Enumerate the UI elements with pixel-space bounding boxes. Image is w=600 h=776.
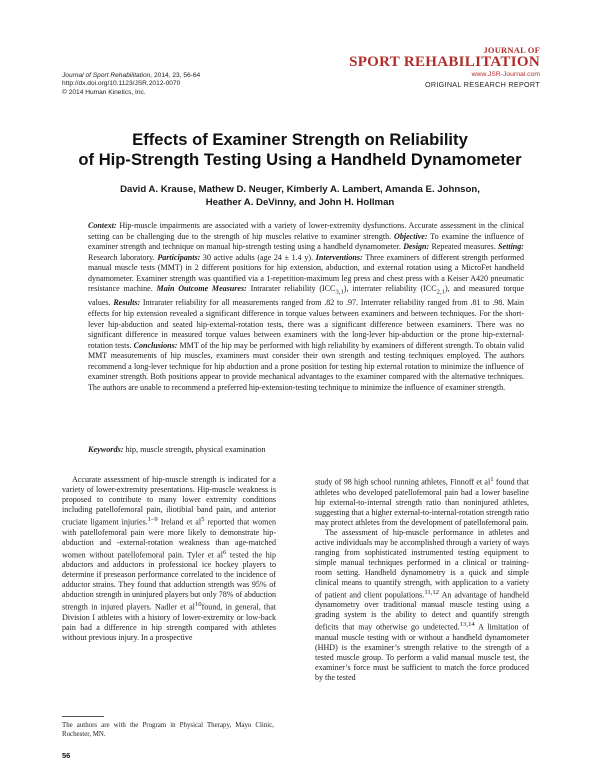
abstract-text xyxy=(88,221,524,393)
title-line-2: of Hip-Strength Testing Using a Handheld Dynamometer xyxy=(78,150,522,169)
copyright-notice: © 2014 Human Kinetics, Inc. xyxy=(62,88,146,96)
authors-line-2: Heather A. DeVinny, and John H. Hollman xyxy=(205,197,395,208)
body-text: Accurate assessment of hip-muscle strength is indicated for a variety of lower-extremity presentations. Hip-muscle weakness is proposed to contribute to many lower extremity conditions including patellofemoral pain, iliotibial band pain, and anterior cruciate ligament injuries. xyxy=(62,475,276,527)
citation-ref: 10 xyxy=(194,601,202,609)
abstract-label-outcome: Main Outcome Measures: xyxy=(156,284,247,294)
abstract-outcome-a: Intrarater reliability (ICC xyxy=(246,284,336,294)
journal-name: Journal of Sport Rehabilitation, xyxy=(62,72,153,79)
abstract-label-design: Design: xyxy=(403,242,430,252)
body-text: study of 98 high school running athletes, Finnoff et al xyxy=(315,477,491,487)
abstract-context: Hip-muscle impairments are associated with a variety of lower-extremity dysfunctions. Accurate assessment in the clinical setting can be challenging due to the strength of hip muscles relative to examiner strength. xyxy=(88,221,524,241)
body-column-right xyxy=(315,475,529,683)
body-text: The assessment of hip-muscle performance in athletes and active individuals may be accomplished through a variety of ways ranging from sophisticated instrumented testing equipment to simple manual techniques performed in a clinical or training-room setting. Handheld dynamometry is a quick and simple clinical means to quantify strength, with application to a variety of patient and client populations. xyxy=(315,527,529,600)
citation-ref: 5 xyxy=(201,515,205,523)
footnote-divider xyxy=(62,716,104,717)
author-affiliation-footnote: The authors are with the Program in Physical Therapy, Mayo Clinic, Rochester, MN. xyxy=(62,722,274,739)
logo-main-text: SPORT REHABILITATION xyxy=(349,54,540,70)
body-text: found that athletes who developed patellofemoral pain had a lower baseline hip external-to-internal strength ratio than noninjured athletes, suggesting that a higher external-to-internal-rotation strength ratio may protect athletes from the development of patellofemoral pain. xyxy=(315,477,529,527)
abstract-conclusions: MMT of the hip may be performed with high reliability by examiners of different strength. To obtain valid MMT measurements of hip muscles, examiners must consider their own strength and testing techniques employed. The authors recommend a long-lever technique for hip abduction and a prone position for testing hip external rotation to minimize the influence of examiner strength. Both positions appear to provide mechanical advantages to the examiner compared with the alternative techniques. The authors are unable to recommend a preferred hip-extension-testing technique to minimize the influence of examiner strength. xyxy=(88,340,524,392)
abstract-setting: Research laboratory. xyxy=(88,252,158,262)
keywords-label: Keywords: xyxy=(88,445,124,454)
abstract-results: Intrarater reliability for all measurements ranged from .82 to .97. Interrater reliability ranged from .81 to .98. Main effects for hip extension revealed a significant difference in torque values between examiners and between techniques. For the short-lever hip-abduction and seated hip-external-rotation tests, there was a significant difference between examiners. There was no significant difference in measured torque values between examiners with the long-lever hip-abduction or the prone hip-external-rotation tests. xyxy=(88,298,524,350)
abstract-objective: To examine the influence of examiner strength and technique on manual hip-strength testing using a handheld dynamometer. xyxy=(88,231,524,252)
journal-url-link[interactable]: www.JSR-Journal.com xyxy=(471,71,540,78)
citation-ref: 6 xyxy=(222,548,227,556)
abstract xyxy=(88,221,524,393)
authors-line-1: David A. Krause, Mathew D. Neuger, Kimberly A. Lambert, Amanda E. Johnson, xyxy=(120,184,480,195)
author-list xyxy=(60,183,540,209)
article-title xyxy=(40,130,560,170)
icc-subscript-1: 3,1 xyxy=(335,288,344,296)
article-metadata xyxy=(62,72,302,97)
body-text: An advantage of handheld dynamometry over traditional manual muscle testing using a grading system is the ability to detect and quantify strength deficits that may otherwise go undetected. xyxy=(315,590,529,632)
abstract-label-participants: Participants: xyxy=(157,252,201,262)
abstract-label-results: Results: xyxy=(113,298,141,308)
icc-subscript-2: 2,1 xyxy=(436,288,446,296)
body-text: Ireland et al xyxy=(157,517,202,527)
abstract-label-context: Context: xyxy=(88,221,117,230)
abstract-design: Repeated measures. xyxy=(429,242,499,252)
page-number: 56 xyxy=(62,751,71,760)
body-paragraph xyxy=(62,475,276,643)
body-paragraph xyxy=(315,475,529,528)
body-text: A limitation of manual muscle testing with or without a handheld dynamometer (HHD) is the examiner’s strength relative to the strength of a tested muscle group. To perform a valid manual muscle test, the examiner’s force must be sufficient to match the force produced by the tested xyxy=(315,622,530,682)
body-text: reported that women with patellofemoral pain were more likely to demonstrate hip-abduction and -external-rotation weakness than age-matched women without patellofemoral pain. Tyler et al xyxy=(62,517,276,560)
citation-ref: 1–9 xyxy=(147,515,158,523)
abstract-interventions: Three examiners of different strength performed manual muscle tests (MMT) in 2 different positions for hip extension, abduction, and external rotation using a MicroFet handheld dynamometer. Examiner strength was quantified via a 1-repetition-maximum leg press and chest press with a Keiser A420 pneumatic resistance machine. xyxy=(88,252,524,294)
body-paragraph xyxy=(315,528,529,683)
citation-ref: 13,14 xyxy=(459,621,475,629)
keywords-text: hip, muscle strength, physical examination xyxy=(123,445,266,454)
abstract-participants: 30 active adults (age 24 ± 1.4 y). xyxy=(200,252,316,262)
citation-ref: 1 xyxy=(490,476,494,483)
logo-top-text: JOURNAL OF xyxy=(483,45,540,55)
keywords xyxy=(88,445,524,456)
journal-volume: 2014, 23, 56-64 xyxy=(152,72,201,79)
abstract-outcome-c: ), and measured torque values. xyxy=(88,284,525,308)
abstract-label-conclusions: Conclusions: xyxy=(133,340,178,350)
abstract-label-interventions: Interventions: xyxy=(315,252,363,262)
journal-logo xyxy=(340,46,540,90)
body-text: found, in general, that Division I athletes with a history of lower-extremity or low-back pain had a difference in hip strength compared with athletes without previous injury. In a prospective xyxy=(62,602,276,642)
abstract-label-setting: Setting: xyxy=(498,242,524,252)
abstract-outcome-b: ), interrater reliability (ICC xyxy=(343,284,437,294)
body-text: tested the hip abductors and adductors in professional ice hockey players to determine if preseason performance correlated to the incidence of adductor strains. They found that adduction strength was 95% of abduction strength in uninjured players but only 78% of abduction strength in injured players. Nadler et al xyxy=(62,550,277,612)
abstract-label-objective: Objective: xyxy=(394,231,428,241)
body-column-left xyxy=(62,475,276,643)
title-line-1: Effects of Examiner Strength on Reliability xyxy=(132,130,468,149)
article-type-label: ORIGINAL RESEARCH REPORT xyxy=(424,80,540,89)
citation-ref: 11,12 xyxy=(424,588,440,596)
doi-link[interactable]: http://dx.doi.org/10.1123/JSR.2012-0070 xyxy=(62,80,181,88)
